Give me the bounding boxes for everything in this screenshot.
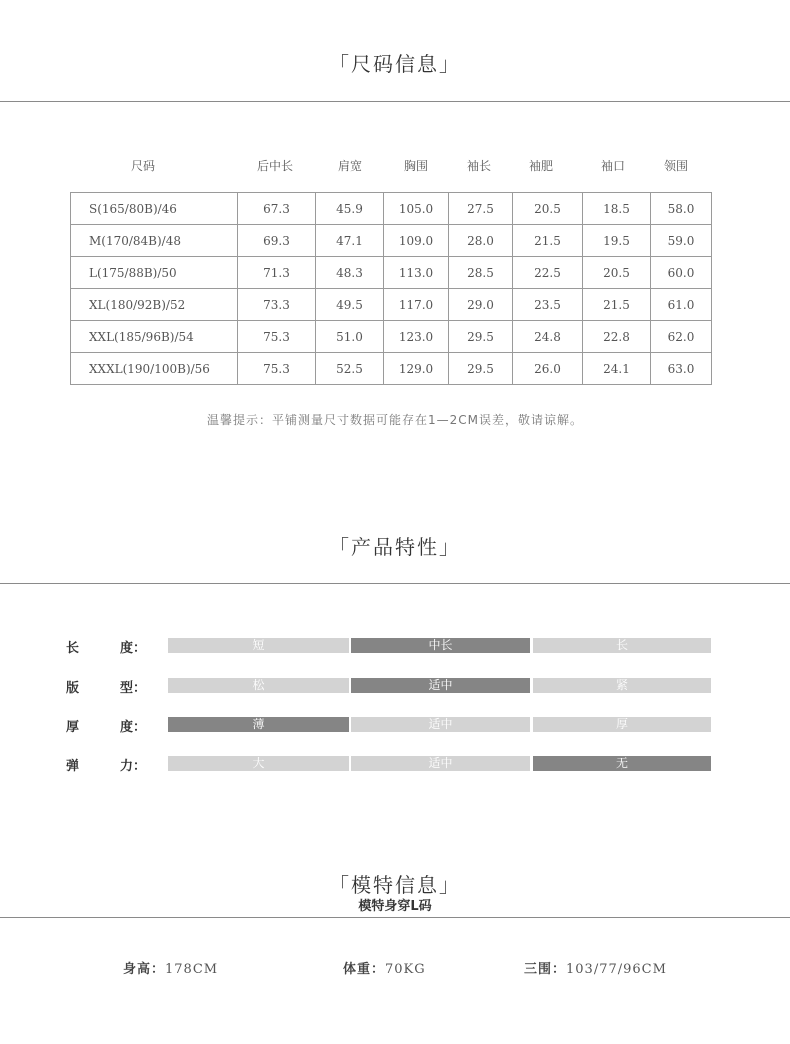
measurement-cell: 69.3 <box>238 225 316 257</box>
size-cell: S(165/80B)/46 <box>71 193 238 225</box>
size-table-header <box>70 157 711 177</box>
feature-label-second: 力： <box>120 759 147 774</box>
feature-option: 大 <box>168 756 349 771</box>
header-collar: 领围 <box>663 159 688 173</box>
measurement-cell: 75.3 <box>238 321 316 353</box>
feature-row <box>0 716 790 734</box>
measurement-cell: 52.5 <box>316 353 384 385</box>
divider <box>0 101 790 102</box>
measurement-cell: 28.5 <box>449 257 513 289</box>
model-size-worn: 模特身穿L码 <box>358 899 432 914</box>
measurement-cell: 24.1 <box>583 353 651 385</box>
measurement-cell: 28.0 <box>449 225 513 257</box>
feature-option: 长 <box>533 638 711 653</box>
feature-label-second: 型： <box>120 681 147 696</box>
measurement-cell: 61.0 <box>651 289 712 321</box>
size-cell: XXL(185/96B)/54 <box>71 321 238 353</box>
measurement-cell: 51.0 <box>316 321 384 353</box>
model-weight-label: 体重： <box>343 962 386 977</box>
header-size: 尺码 <box>130 159 155 173</box>
size-cell: XXXL(190/100B)/56 <box>71 353 238 385</box>
measurement-cell: 117.0 <box>384 289 449 321</box>
feature-row <box>0 677 790 695</box>
divider <box>0 917 790 918</box>
measurement-cell: 123.0 <box>384 321 449 353</box>
table-row <box>71 321 712 353</box>
size-cell: M(170/84B)/48 <box>71 225 238 257</box>
feature-option: 厚 <box>533 717 711 732</box>
measurement-cell: 45.9 <box>316 193 384 225</box>
feature-option-selected: 无 <box>533 756 711 771</box>
measurement-cell: 29.5 <box>449 321 513 353</box>
measurement-cell: 20.5 <box>513 193 583 225</box>
feature-option: 适中 <box>351 717 530 732</box>
measurement-cell: 59.0 <box>651 225 712 257</box>
feature-label-first: 版 <box>66 681 80 696</box>
model-weight-value: 70KG <box>385 962 426 977</box>
feature-row <box>0 755 790 773</box>
size-table <box>70 192 712 385</box>
feature-label-second: 度： <box>120 720 147 735</box>
feature-option: 短 <box>168 638 349 653</box>
measurement-cell: 58.0 <box>651 193 712 225</box>
feature-option-selected: 中长 <box>351 638 530 653</box>
model-section-title: 「模特信息」 <box>329 873 461 897</box>
measurement-cell: 22.8 <box>583 321 651 353</box>
model-height <box>123 958 218 977</box>
features-section-title: 「产品特性」 <box>329 535 461 559</box>
feature-label-first: 长 <box>66 641 80 656</box>
measurement-cell: 23.5 <box>513 289 583 321</box>
feature-label-first: 厚 <box>66 720 80 735</box>
measurement-cell: 29.5 <box>449 353 513 385</box>
measurement-cell: 24.8 <box>513 321 583 353</box>
measurement-cell: 129.0 <box>384 353 449 385</box>
measurement-cell: 20.5 <box>583 257 651 289</box>
feature-label-second: 度： <box>120 641 147 656</box>
feature-option-selected: 适中 <box>351 678 530 693</box>
divider <box>0 583 790 584</box>
model-height-value: 178CM <box>165 962 219 977</box>
header-chest: 胸围 <box>403 159 428 173</box>
model-weight <box>343 958 426 977</box>
size-cell: XL(180/92B)/52 <box>71 289 238 321</box>
header-sleeve-length: 袖长 <box>466 159 491 173</box>
table-row <box>71 289 712 321</box>
model-measurements-label: 三围： <box>524 962 567 977</box>
measurement-cell: 60.0 <box>651 257 712 289</box>
table-row <box>71 193 712 225</box>
table-row <box>71 353 712 385</box>
measurement-note: 温馨提示：平铺测量尺寸数据可能存在1—2CM误差，敬请谅解。 <box>206 413 583 427</box>
size-cell: L(175/88B)/50 <box>71 257 238 289</box>
measurement-cell: 67.3 <box>238 193 316 225</box>
measurement-cell: 26.0 <box>513 353 583 385</box>
measurement-cell: 105.0 <box>384 193 449 225</box>
header-cuff: 袖口 <box>600 159 625 173</box>
measurement-cell: 62.0 <box>651 321 712 353</box>
measurement-cell: 48.3 <box>316 257 384 289</box>
measurement-cell: 49.5 <box>316 289 384 321</box>
size-section-title: 「尺码信息」 <box>329 52 461 76</box>
measurement-cell: 18.5 <box>583 193 651 225</box>
feature-label-first: 弹 <box>66 759 80 774</box>
measurement-cell: 71.3 <box>238 257 316 289</box>
measurement-cell: 75.3 <box>238 353 316 385</box>
header-sleeve-width: 袖肥 <box>528 159 553 173</box>
measurement-cell: 22.5 <box>513 257 583 289</box>
model-height-label: 身高： <box>123 962 166 977</box>
measurement-cell: 21.5 <box>583 289 651 321</box>
model-measurements-value: 103/77/96CM <box>566 962 667 977</box>
feature-option: 适中 <box>351 756 530 771</box>
table-row <box>71 225 712 257</box>
measurement-cell: 47.1 <box>316 225 384 257</box>
measurement-cell: 63.0 <box>651 353 712 385</box>
measurement-cell: 19.5 <box>583 225 651 257</box>
header-shoulder: 肩宽 <box>337 159 362 173</box>
measurement-cell: 73.3 <box>238 289 316 321</box>
model-measurements <box>524 958 667 977</box>
measurement-cell: 109.0 <box>384 225 449 257</box>
feature-option: 紧 <box>533 678 711 693</box>
feature-row <box>0 637 790 655</box>
table-row <box>71 257 712 289</box>
measurement-cell: 113.0 <box>384 257 449 289</box>
header-back-length: 后中长 <box>256 159 293 173</box>
measurement-cell: 21.5 <box>513 225 583 257</box>
feature-option-selected: 薄 <box>168 717 349 732</box>
feature-option: 松 <box>168 678 349 693</box>
measurement-cell: 27.5 <box>449 193 513 225</box>
measurement-cell: 29.0 <box>449 289 513 321</box>
